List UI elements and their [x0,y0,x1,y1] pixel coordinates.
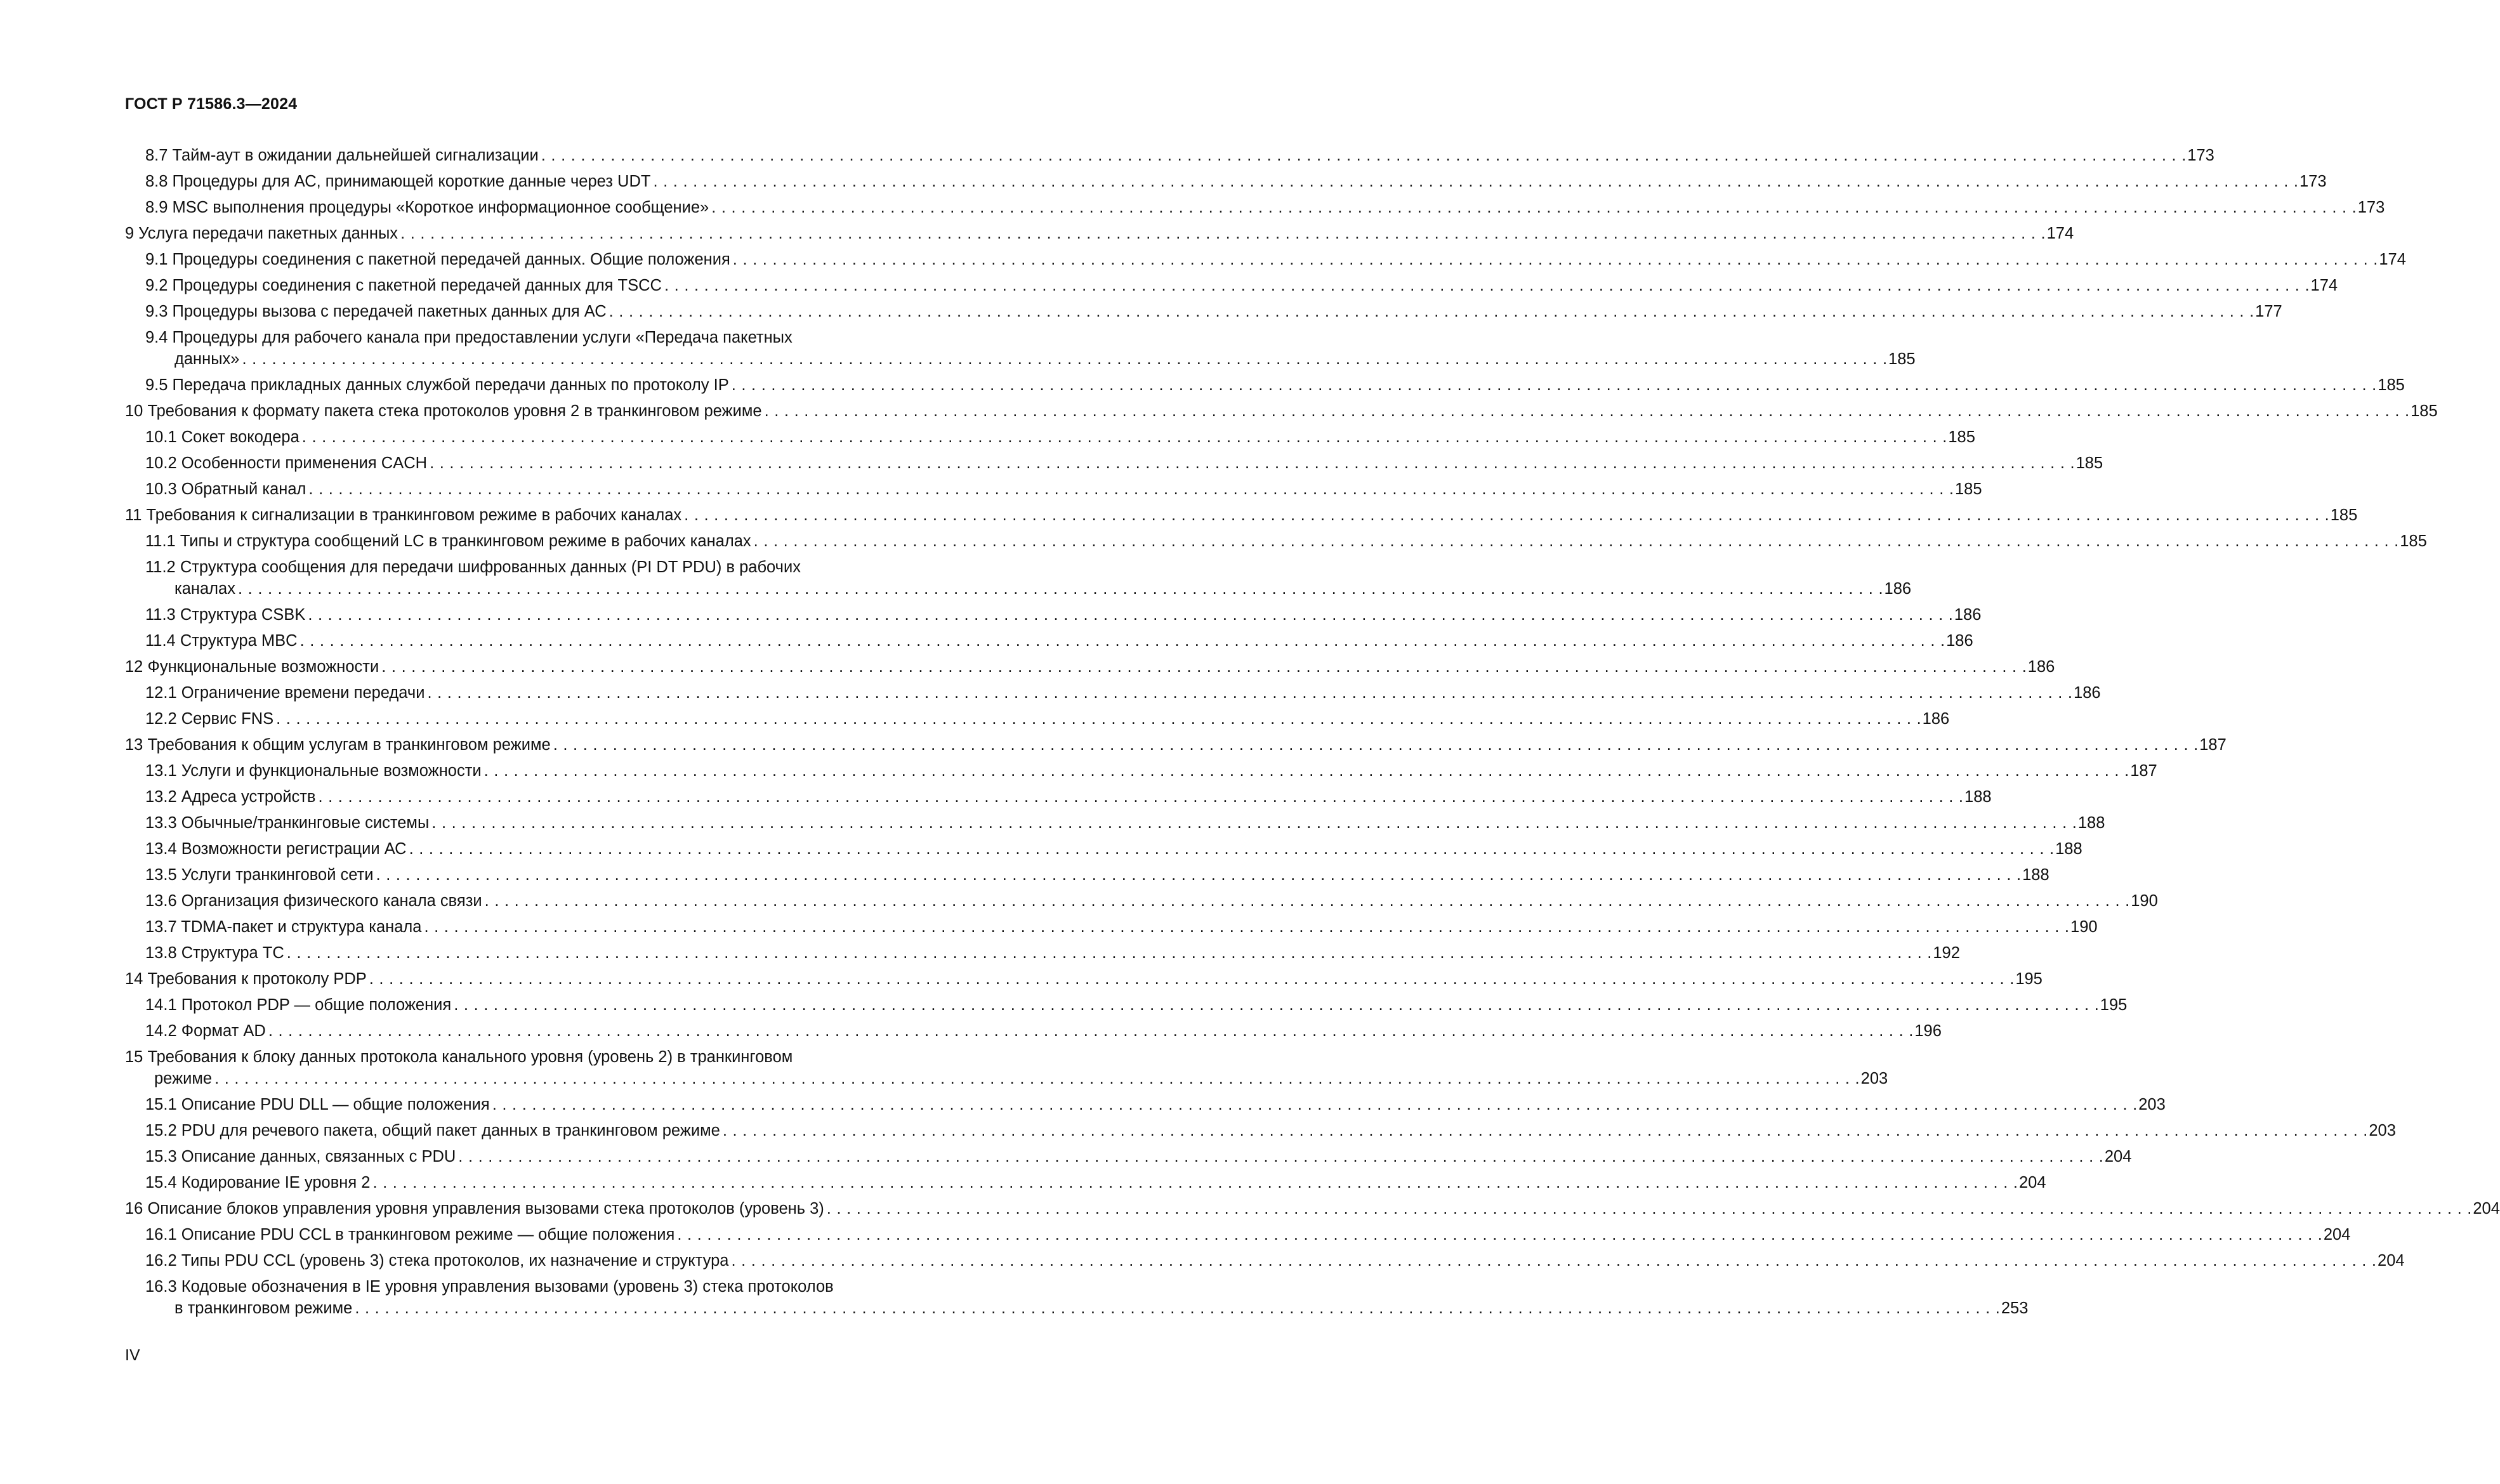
toc-dot-leader [681,504,2331,526]
toc-entry-title: данных» [174,350,240,368]
toc-dot-leader [240,348,1889,370]
toc-dot-leader [424,682,2074,704]
toc-entry-line [125,400,2438,422]
toc-entry[interactable] [125,916,2098,938]
toc-entry[interactable] [125,1224,2351,1245]
toc-entry[interactable] [125,400,2438,422]
toc-entry-title: 9.1 Процедуры соединения с пакетной передачей данных. Общие положения [145,251,730,268]
toc-entry-title: 13.7 TDMA-пакет и структура канала [145,918,422,936]
toc-dot-leader [729,374,2378,396]
toc-page-number: 188 [2055,840,2082,858]
toc-entry[interactable] [125,968,2043,990]
toc-entry[interactable] [125,171,2327,192]
toc-entry[interactable] [125,1250,2405,1271]
toc-entry-line [145,578,1912,600]
toc-entry-line [125,1198,2500,1219]
toc-entry-line [145,374,2405,396]
toc-page-number: 204 [2378,1252,2405,1270]
toc-dot-leader [730,249,2379,270]
toc-entry-heading-line: 11.2 Структура сообщения для передачи шифрованных данных (PI DT PDU) в рабочих [145,558,801,576]
toc-entry-line [145,1120,2396,1141]
toc-entry-line [145,682,2101,704]
toc-entry[interactable] [125,556,1912,600]
toc-entry-line [125,1068,1888,1089]
toc-entry-line [145,1250,2405,1271]
toc-entry-line [145,838,2082,860]
toc-entry-line [125,223,2074,244]
toc-dot-leader [421,916,2070,938]
toc-page-number: 187 [2199,736,2227,754]
toc-entry[interactable] [125,1046,1888,1089]
toc-page-number: 185 [2330,506,2358,524]
toc-page-number: 174 [2310,277,2338,294]
toc-entry-line [145,786,1992,808]
toc-dot-leader [607,301,2256,322]
toc-entry-title: 12.2 Сервис FNS [145,710,274,728]
toc-entry[interactable] [125,478,1982,500]
toc-page-number: 173 [2299,173,2327,190]
toc-entry-line [145,426,1975,448]
toc-dot-leader [284,942,1933,964]
toc-entry-title: 13.2 Адреса устройств [145,788,316,806]
toc-entry-title: 8.9 MSC выполнения процедуры «Короткое информационное сообщение» [145,199,709,216]
toc-entry[interactable] [125,942,1960,964]
toc-entry[interactable] [125,1020,1942,1042]
toc-entry[interactable] [125,994,2128,1016]
toc-page-number: 204 [2323,1226,2351,1244]
toc-page-number: 195 [2100,996,2128,1014]
toc-page-number: 174 [2046,225,2074,242]
toc-entry-title: 9 Услуга передачи пакетных данных [125,225,398,242]
toc-entry-line [145,812,2105,834]
toc-dot-leader [674,1224,2324,1245]
toc-entry[interactable] [125,275,2338,296]
toc-entry[interactable] [125,301,2282,322]
toc-entry-title: 10.2 Особенности применения CACH [145,454,428,472]
toc-entry[interactable] [125,786,1992,808]
toc-entry-line [145,171,2327,192]
toc-page-number: 190 [2070,918,2098,936]
toc-entry[interactable] [125,760,2157,782]
toc-page-number: 177 [2255,303,2282,320]
toc-page-number: 203 [2138,1096,2166,1113]
toc-dot-leader [306,478,1955,500]
toc-page-number: 173 [2357,199,2385,216]
toc-entry-line [125,504,2358,526]
toc-page-number: 174 [2379,251,2406,268]
toc-entry-title: 15.2 PDU для речевого пакета, общий пакет данных в транкинговом режиме [145,1122,720,1139]
toc-page-number: 188 [2077,814,2105,832]
toc-entry[interactable] [125,1094,2166,1115]
toc-entry[interactable] [125,864,2049,886]
toc-entry[interactable] [125,1146,2132,1167]
toc-entry-title: 13.4 Возможности регистрации АС [145,840,407,858]
toc-dot-leader [212,1068,1861,1089]
toc-entry-line [145,348,1916,370]
toc-dot-leader [650,171,2299,192]
toc-entry-line [145,604,1982,626]
toc-page-number: 204 [2104,1148,2132,1166]
toc-dot-leader [482,760,2131,782]
toc-entry-title: 11.4 Структура MBC [145,632,298,650]
toc-dot-leader [352,1297,2001,1319]
toc-entry[interactable] [125,327,1916,370]
toc-dot-leader [266,1020,1915,1042]
toc-entry[interactable] [125,734,2227,756]
toc-dot-leader [398,223,2047,244]
toc-entry-title: 14.2 Формат AD [145,1022,266,1040]
toc-entry-title: 16.2 Типы PDU CCL (уровень 3) стека протоколов, их назначение и структура [145,1252,729,1270]
toc-entry-line [145,630,1973,652]
toc-entry-line [145,197,2385,218]
toc-entry-heading-line: 16.3 Кодовые обозначения в IE уровня управления вызовами (уровень 3) стека протоколов [145,1278,834,1296]
toc-entry-title: 12.1 Ограничение времени передачи [145,684,425,702]
toc-dot-leader [315,786,1964,808]
toc-entry[interactable] [125,604,1982,626]
table-of-contents [125,145,2500,1323]
toc-page-number: 186 [1946,632,1973,650]
toc-entry[interactable] [125,197,2385,218]
toc-entry-line [145,890,2158,912]
toc-entry[interactable] [125,504,2358,526]
toc-page-number: 204 [2018,1174,2046,1192]
toc-dot-leader [751,530,2400,552]
toc-page-number: 185 [1954,480,1982,498]
toc-page-number: 190 [2131,892,2158,910]
toc-dot-leader [379,656,2028,678]
toc-entry-title: каналах [174,580,235,598]
toc-dot-leader [235,578,1885,600]
toc-page-number: 187 [2130,762,2157,780]
toc-entry-title: 11.1 Типы и структура сообщений LC в транкинговом режиме в рабочих каналах [145,532,751,550]
toc-dot-leader [720,1120,2369,1141]
toc-entry-line [145,1297,2029,1319]
toc-entry-title: 13.6 Организация физического канала связи [145,892,482,910]
toc-entry-line [145,708,1950,730]
toc-page-number: 185 [1888,350,1916,368]
toc-entry-line [145,864,2049,886]
toc-dot-leader [762,400,2411,422]
toc-entry-title: 13.8 Структура ТС [145,944,284,962]
toc-entry[interactable] [125,838,2082,860]
toc-page-number: 185 [2076,454,2103,472]
toc-page-number: 188 [2022,866,2049,884]
toc-entry-heading-line: 15 Требования к блоку данных протокола канального уровня (уровень 2) в транкинговом [125,1048,793,1066]
toc-entry-title: 13 Требования к общим услугам в транкинговом режиме [125,736,551,754]
toc-entry-line [145,478,1982,500]
toc-entry[interactable] [125,1172,2046,1193]
toc-entry-line [145,916,2098,938]
toc-page-number: 185 [2400,532,2427,550]
toc-entry-title: 11 Требования к сигнализации в транкинговом режиме в рабочих каналах [125,506,682,524]
toc-entry[interactable] [125,374,2405,396]
toc-dot-leader [709,197,2358,218]
toc-entry-line [145,1094,2166,1115]
toc-entry-line [125,968,2043,990]
toc-page-number: 186 [1954,606,1982,624]
toc-dot-leader [728,1250,2378,1271]
toc-entry-title: 10 Требования к формату пакета стека протоколов уровня 2 в транкинговом режиме [125,402,762,420]
toc-entry-title: 15.3 Описание данных, связанных с PDU [145,1148,456,1166]
toc-page-number: 203 [1860,1070,1888,1087]
toc-entry-line [145,1224,2351,1245]
toc-entry-title: 10.3 Обратный канал [145,480,306,498]
toc-entry-title: 9.2 Процедуры соединения с пакетной передачей данных для TSCC [145,277,662,294]
toc-entry[interactable] [125,530,2427,552]
toc-entry-line [145,760,2157,782]
toc-dot-leader [539,145,2188,166]
toc-entry-line [145,530,2427,552]
toc-dot-leader [273,708,1923,730]
toc-entry[interactable] [125,249,2406,270]
toc-entry-line [145,1146,2132,1167]
toc-entry-title: 16 Описание блоков управления уровня управления вызовами стека протоколов (уровень 3) [125,1200,824,1218]
toc-page-number: 173 [2187,147,2214,164]
toc-dot-leader [451,994,2100,1016]
toc-dot-leader [429,812,2078,834]
toc-dot-leader [374,864,2023,886]
toc-entry-title: 14 Требования к протоколу PDP [125,970,367,988]
toc-entry-line [145,1172,2046,1193]
toc-entry-title: 14.1 Протокол PDP — общие положения [145,996,452,1014]
toc-entry[interactable] [125,426,1975,448]
toc-page-number: 185 [1948,428,1975,446]
toc-dot-leader [299,426,1949,448]
toc-page-number: 253 [2001,1299,2029,1317]
toc-entry-title: 12 Функциональные возможности [125,658,379,676]
toc-entry-title: 9.3 Процедуры вызова с передачей пакетных данных для АС [145,303,607,320]
toc-entry[interactable] [125,145,2214,166]
toc-page-number: 196 [1914,1022,1942,1040]
toc-entry-heading-line: 9.4 Процедуры для рабочего канала при предоставлении услуги «Передача пакетных [145,329,793,346]
toc-dot-leader [427,452,2076,474]
toc-entry[interactable] [125,223,2074,244]
toc-dot-leader [551,734,2200,756]
toc-entry[interactable] [125,1276,2029,1319]
toc-dot-leader [407,838,2056,860]
toc-entry-line [145,994,2128,1016]
toc-page-number: 186 [2074,684,2101,702]
toc-entry[interactable] [125,708,1950,730]
toc-entry-title: 11.3 Структура CSBK [145,606,306,624]
toc-page-number: 192 [1933,944,1960,962]
toc-entry[interactable] [125,1120,2396,1141]
toc-dot-leader [482,890,2131,912]
toc-dot-leader [367,968,2016,990]
toc-page-number: 186 [1884,580,1912,598]
toc-entry[interactable] [125,682,2101,704]
document-header: ГОСТ Р 71586.3—2024 [125,95,298,113]
toc-page-number: 185 [2378,376,2405,394]
toc-page-number: 204 [2473,1200,2500,1218]
toc-entry[interactable] [125,630,1973,652]
toc-entry-title: режиме [154,1070,213,1087]
toc-page-number: 203 [2369,1122,2396,1139]
toc-dot-leader [456,1146,2105,1167]
toc-entry-line [145,452,2103,474]
toc-entry-title: 15.4 Кодирование IE уровня 2 [145,1174,371,1192]
toc-entry-title: 16.1 Описание PDU CCL в транкинговом режиме — общие положения [145,1226,675,1244]
page-number: IV [125,1346,140,1364]
toc-page-number: 195 [2015,970,2043,988]
toc-entry-title: 13.3 Обычные/транкинговые системы [145,814,430,832]
toc-entry-line [145,249,2406,270]
toc-entry-title: 15.1 Описание PDU DLL — общие положения [145,1096,490,1113]
toc-dot-leader [662,275,2311,296]
toc-dot-leader [370,1172,2019,1193]
toc-page-number: 186 [1922,710,1950,728]
toc-entry[interactable] [125,452,2103,474]
toc-entry-title: 10.1 Сокет вокодера [145,428,299,446]
toc-entry-title: 9.5 Передача прикладных данных службой передачи данных по протоколу IP [145,376,729,394]
toc-entry[interactable] [125,812,2105,834]
toc-entry-title: 13.1 Услуги и функциональные возможности [145,762,482,780]
toc-entry-line [145,942,1960,964]
toc-page-number: 185 [2411,402,2438,420]
toc-entry-line [145,145,2214,166]
toc-entry-line [125,656,2055,678]
toc-entry-title: 8.8 Процедуры для АС, принимающей короткие данные через UDT [145,173,651,190]
toc-entry[interactable] [125,1198,2500,1219]
toc-entry-line [145,275,2338,296]
toc-entry-line [145,1020,1942,1042]
toc-entry-line [145,301,2282,322]
toc-entry[interactable] [125,656,2055,678]
toc-dot-leader [490,1094,2139,1115]
toc-entry-title: 8.7 Тайм-аут в ожидании дальнейшей сигнализации [145,147,539,164]
toc-entry-title: 13.5 Услуги транкинговой сети [145,866,374,884]
toc-dot-leader [305,604,1954,626]
toc-entry-line [125,734,2227,756]
toc-dot-leader [824,1198,2473,1219]
toc-entry-title: в транкинговом режиме [174,1299,353,1317]
toc-page-number: 186 [2027,658,2055,676]
toc-dot-leader [298,630,1947,652]
toc-page-number: 188 [1964,788,1992,806]
toc-entry[interactable] [125,890,2158,912]
